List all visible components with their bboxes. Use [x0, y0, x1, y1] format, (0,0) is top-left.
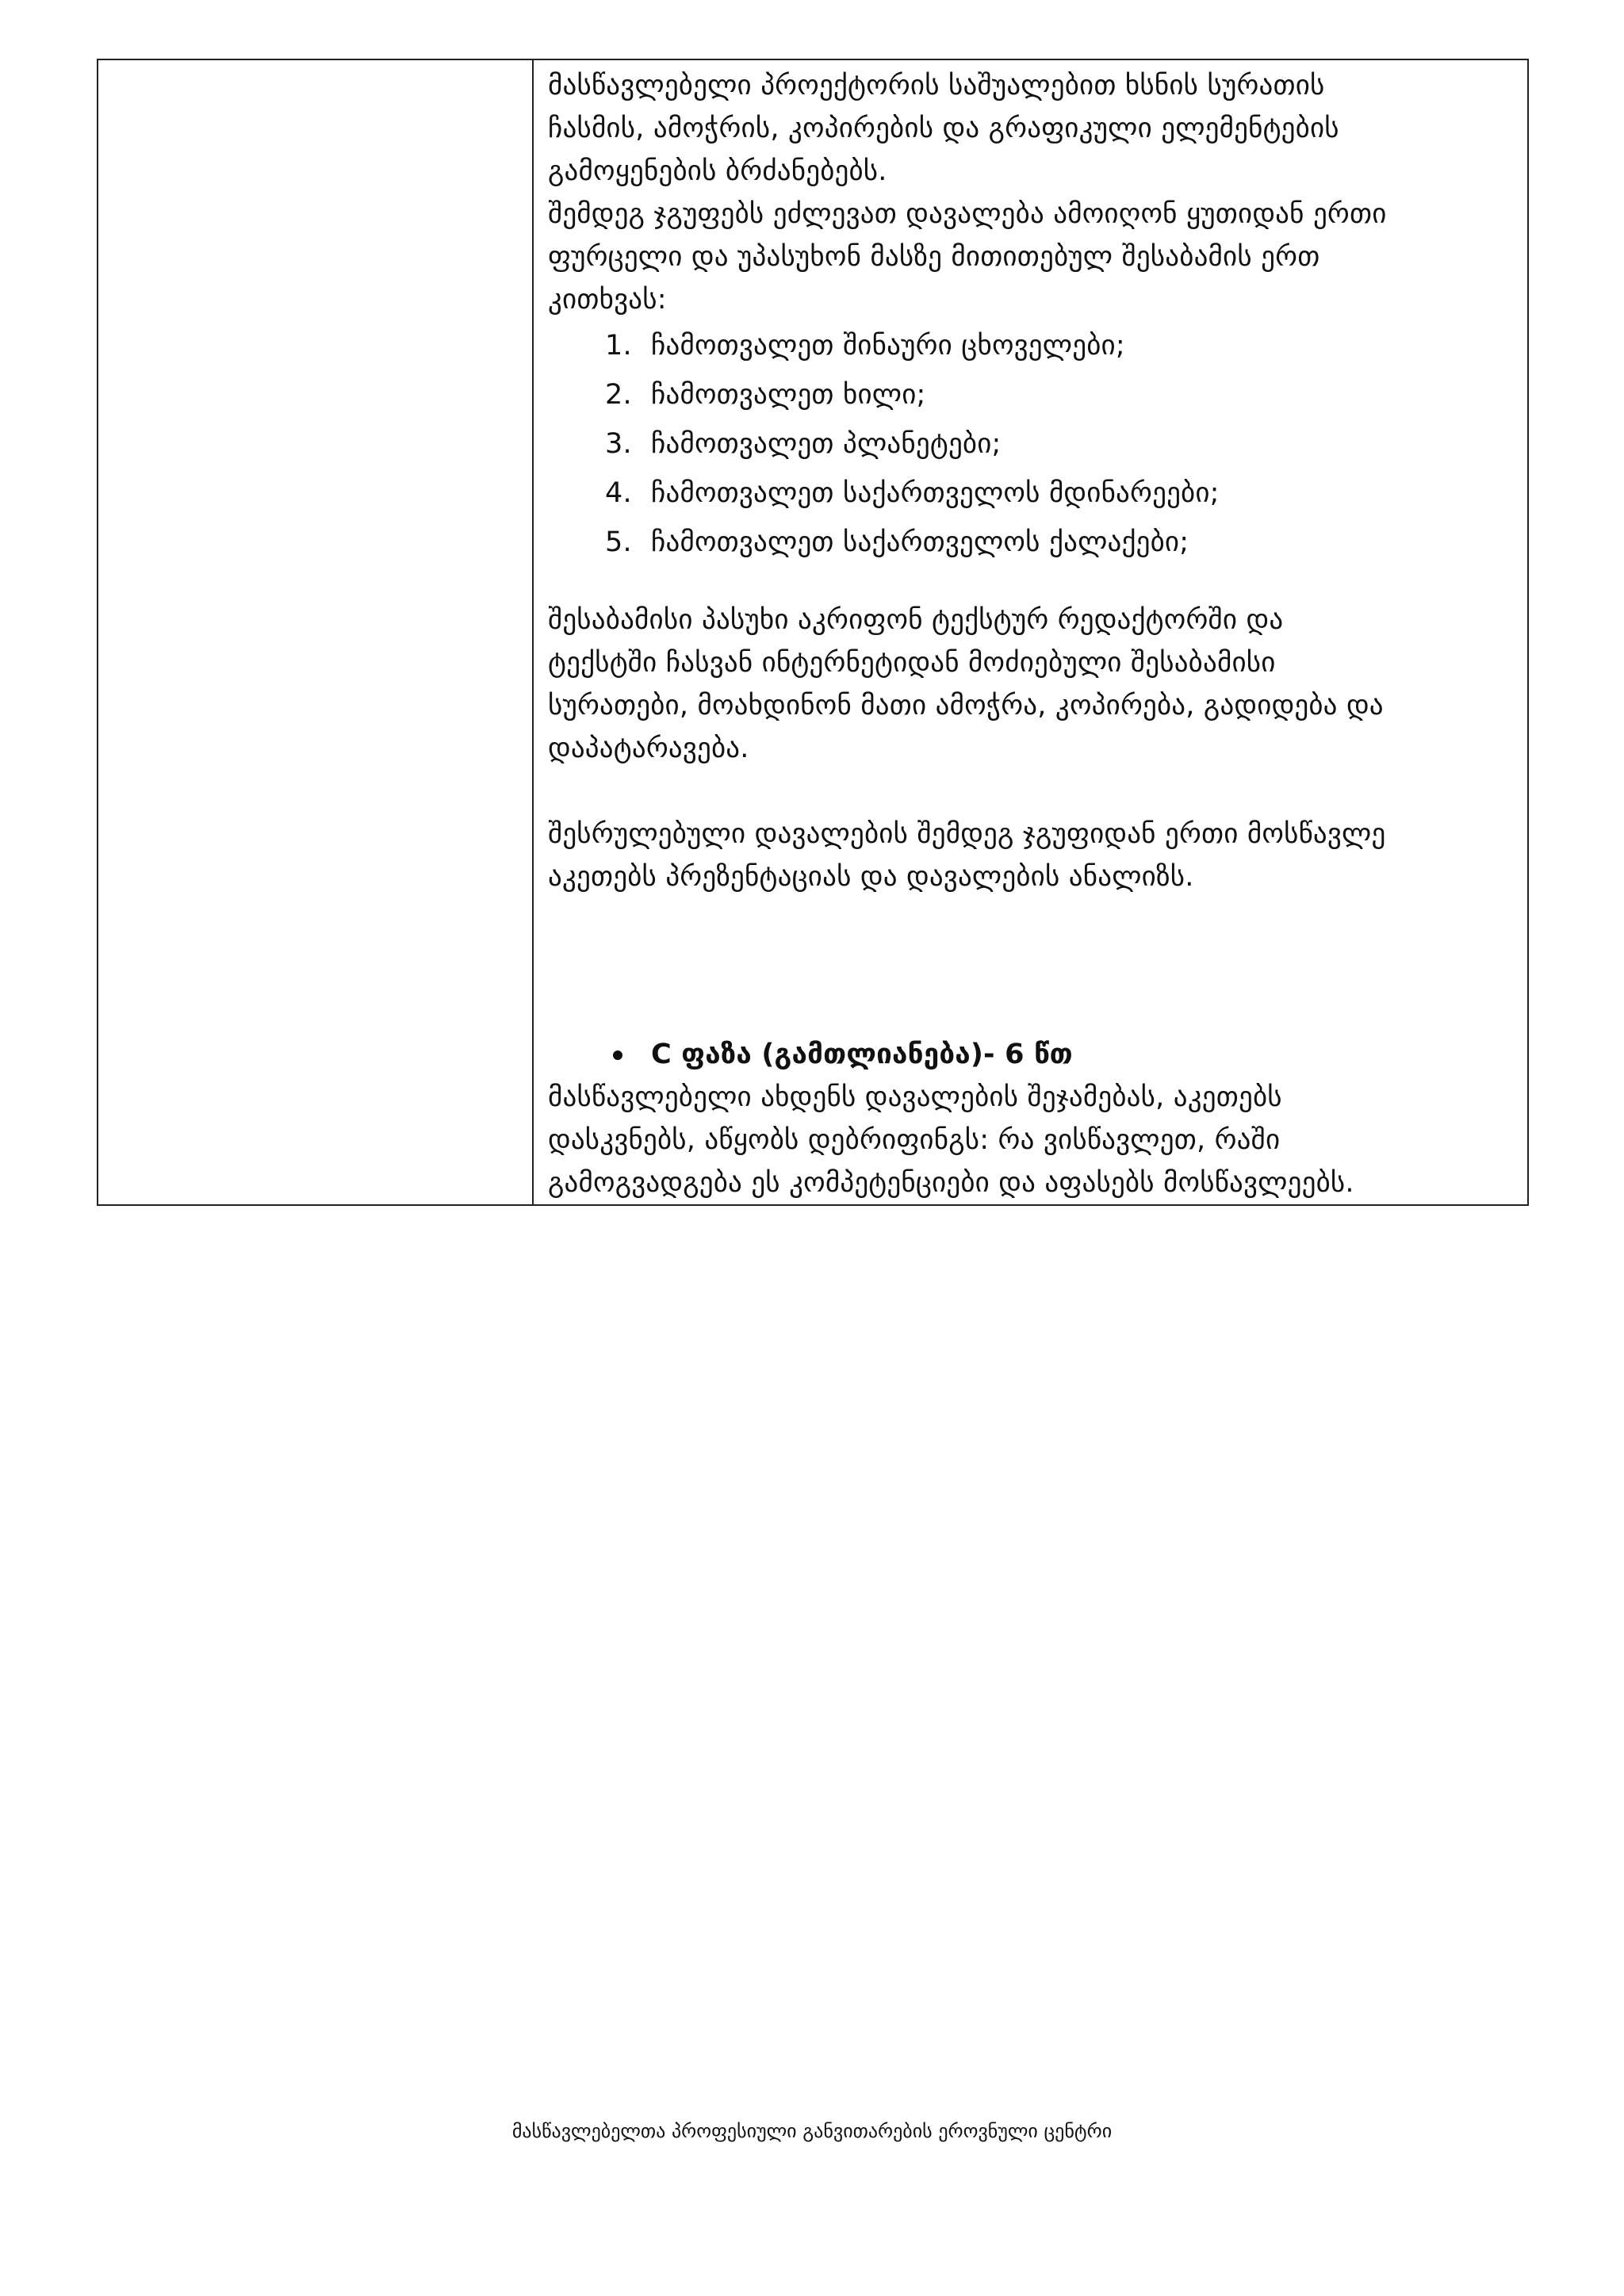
- list-item: [548, 373, 1511, 416]
- intro-line: შემდეგ ჯგუფებს ეძლევათ დავალება ამოიღონ ყუთიდან ერთი: [548, 198, 1387, 230]
- list-number: 2.: [605, 379, 632, 411]
- left-empty-cell: [98, 59, 533, 1205]
- answer-line: დაპატარავება.: [548, 733, 749, 764]
- list-item-text: ჩამოთვალეთ საქართველოს ქალაქები;: [651, 526, 1189, 558]
- list-number: 4.: [605, 477, 632, 509]
- intro-line: გამოყენების ბრძანებებს.: [548, 155, 887, 187]
- answer-paragraph: [548, 599, 1511, 770]
- list-number: 1.: [605, 330, 632, 362]
- table-row: [98, 59, 1528, 1205]
- answer-line: შესაბამისი პასუხი აკრიფონ ტექსტურ რედაქტორში და: [548, 604, 1284, 636]
- phase-line: გამოგვადგება ეს კომპეტენციები და აფასებს მოსწავლეებს.: [548, 1167, 1354, 1199]
- answer-line: სურათები, მოახდინონ მათი ამოჭრა, კოპირება, გადიდება და: [548, 690, 1384, 721]
- list-item: [548, 324, 1511, 367]
- list-item-text: ჩამოთვალეთ ხილი;: [651, 379, 926, 411]
- bullet-icon: [613, 1050, 622, 1060]
- intro-paragraph: [548, 60, 1511, 321]
- list-item-text: ჩამოთვალეთ შინაური ცხოველები;: [651, 330, 1125, 362]
- presentation-line: აკეთებს პრეზენტაციას და დავალების ანალიზს.: [548, 861, 1194, 893]
- spacer: [548, 898, 1511, 1033]
- answer-line: ტექსტში ჩასვან ინტერნეტიდან მოძიებული შესაბამისი: [548, 647, 1276, 679]
- phase-line: დასკვნებს, აწყობს დებრიფინგს: რა ვისწავლეთ, რაში: [548, 1124, 1281, 1156]
- list-item: [548, 521, 1511, 564]
- list-number: 3.: [605, 428, 632, 460]
- intro-line: მასწავლებელი პროექტორის საშუალებით ხსნის სურათის: [548, 70, 1325, 101]
- phase-heading-text: C ფაზა (გამთლიანება)- 6 წთ: [651, 1039, 1073, 1070]
- list-item-text: ჩამოთვალეთ პლანეტები;: [651, 428, 1002, 460]
- list-item: [548, 472, 1511, 515]
- cell-content: [548, 60, 1511, 1204]
- list-number: 5.: [605, 526, 632, 558]
- presentation-line: შესრულებული დავალების შემდეგ ჯგუფიდან ერთი მოსწავლე: [548, 818, 1386, 850]
- phase-line: მასწავლებელი ახდენს დავალების შეჯამებას, აკეთებს: [548, 1081, 1282, 1113]
- presentation-paragraph: [548, 813, 1511, 898]
- spacer: [548, 770, 1511, 813]
- spacer: [548, 570, 1511, 599]
- phase-paragraph: [548, 1076, 1511, 1204]
- page-footer: მასწავლებელთა პროფესიული განვითარების ეროვნული ცენტრი: [511, 2120, 1113, 2142]
- intro-line: ჩასმის, ამოჭრის, კოპირების და გრაფიკული ელემენტების: [548, 113, 1339, 144]
- lesson-plan-table: [97, 59, 1529, 1206]
- intro-line: ფურცელი და უპასუხონ მასზე მითითებულ შესაბამის ერთ: [548, 241, 1320, 273]
- right-content-cell: [533, 59, 1528, 1205]
- intro-line: კითხვას:: [548, 284, 667, 316]
- phase-heading: [548, 1033, 1511, 1076]
- question-list: [548, 324, 1511, 564]
- list-item-text: ჩამოთვალეთ საქართველოს მდინარეები;: [651, 477, 1220, 509]
- list-item: [548, 423, 1511, 465]
